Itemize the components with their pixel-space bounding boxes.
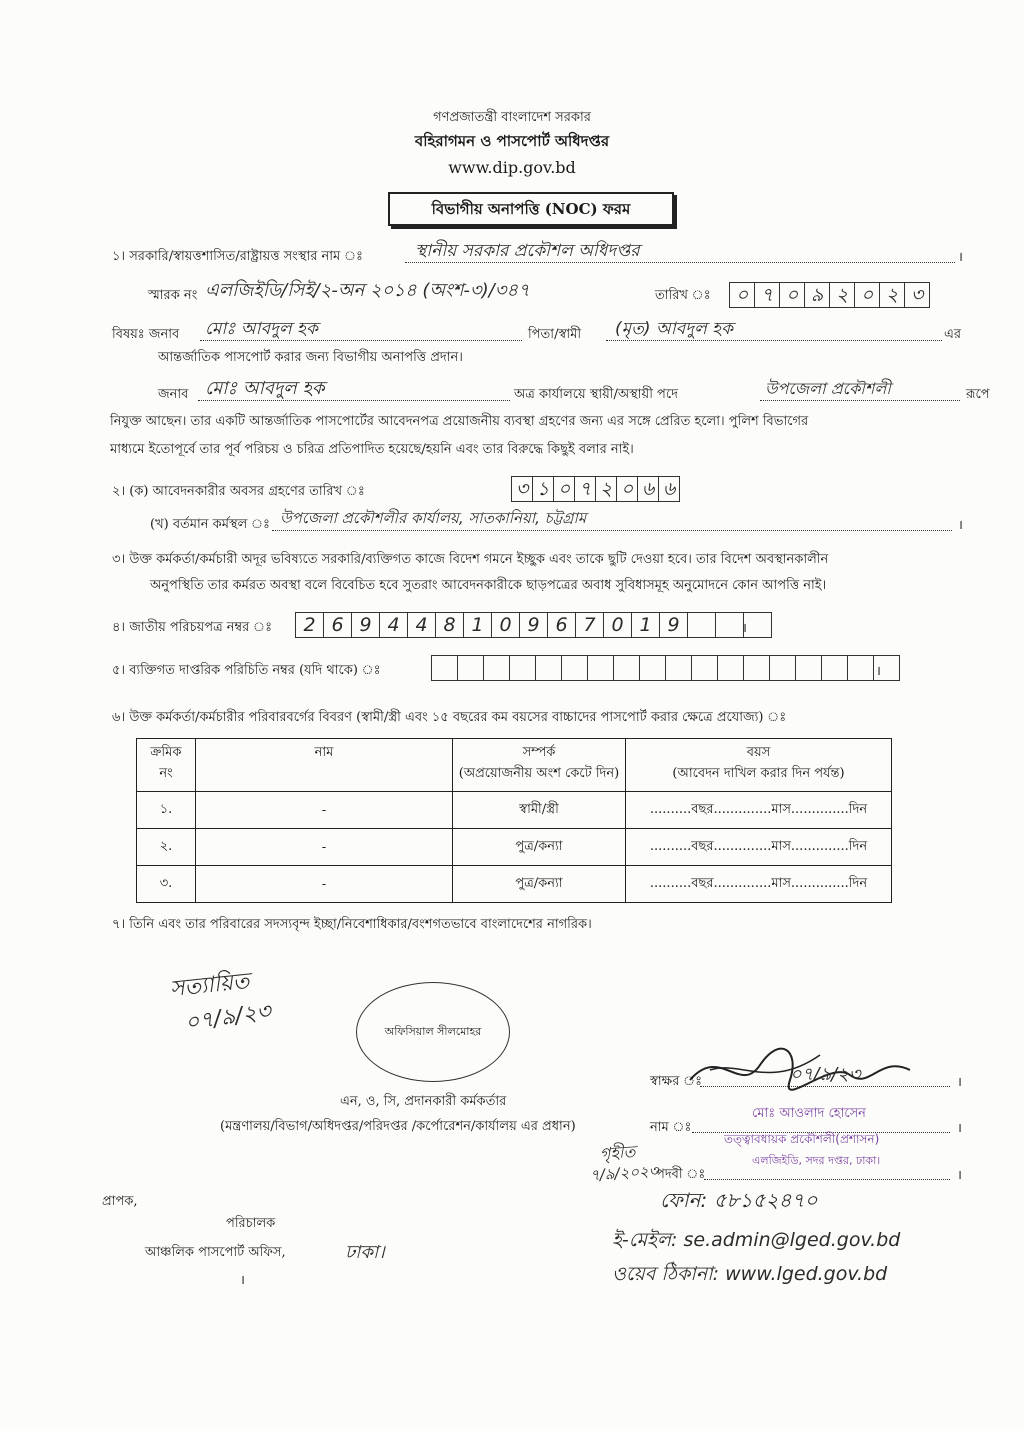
website-text: www.dip.gov.bd (448, 158, 576, 177)
para-line3: মাধ্যমে ইতোপূর্বে তার পূর্ব পরিচয় ও চরিত্র প্রতিপাদিত হয়েছে/হয়নি এবং তার বিরুদ্ধে কিছুই বলার নাই। (110, 442, 634, 457)
item1-end: । (958, 250, 963, 265)
post-end: । (957, 1168, 962, 1183)
stamp-office: এলজিইডি, সদর দপ্তর, ঢাকা। (752, 1154, 881, 1167)
digit-box: 9 (519, 612, 548, 638)
workplace-end: । (958, 518, 963, 533)
col-serial: ক্রমিক নং (137, 739, 196, 792)
date-label: তারিখ ঃ (655, 288, 711, 303)
digit-box: ০ (616, 476, 638, 502)
item7-text: ৭। তিনি এবং তার পরিবারের সদস্যবৃন্দ ইচ্ছা/নিবেশাধিকার/বংশগতভাবে বাংলাদেশের নাগরিক। (112, 917, 592, 932)
digit-box (587, 655, 614, 681)
body-rupe: রূপে (966, 387, 990, 402)
dept-heading: বহিরাগমন ও পাসপোর্ট অধিদপ্তর (414, 132, 610, 150)
form-title: বিভাগীয় অনাপত্তি (NOC) ফরম (388, 192, 674, 226)
er-text: এর (944, 327, 962, 342)
post-dotline (704, 1179, 950, 1180)
digit-box: ৯ (804, 282, 830, 308)
digit-box: ০ (779, 282, 805, 308)
digit-box: 4 (379, 612, 408, 638)
body-name: মোঃ আবদুল হক (205, 378, 325, 399)
digit-box: 8 (435, 612, 464, 638)
digit-box: 1 (631, 612, 660, 638)
digit-box: 9 (659, 612, 688, 638)
digit-box: 2 (295, 612, 324, 638)
officer-line2: (মন্ত্রণালয়/বিভাগ/অধিদপ্তর/পরিদপ্তর /কর্পোরেশন/কার্যালয় এর প্রধান) (220, 1119, 576, 1134)
digit-box: 7 (575, 612, 604, 638)
web-handwritten: ওয়েব ঠিকানা: www.lged.gov.bd (612, 1263, 888, 1285)
col-age: বয়স (আবেদন দাখিল করার দিন পর্যন্ত) (626, 739, 892, 792)
memo-label: স্মারক নং (148, 288, 198, 303)
digit-box (743, 655, 770, 681)
digit-box: ৭ (754, 282, 780, 308)
digit-box: ২ (879, 282, 905, 308)
digit-box: 0 (491, 612, 520, 638)
retire-label: ২। (ক) আবেদনকারীর অবসর গ্রহণের তারিখ ঃ (112, 484, 365, 499)
pid-end: । (876, 664, 881, 679)
digit-box (821, 655, 848, 681)
subject-label: বিষয়ঃ জনাব (112, 327, 180, 342)
digit-box (509, 655, 536, 681)
digit-box: 1 (463, 612, 492, 638)
nid-digit-boxes (296, 612, 772, 638)
digit-box: ৭ (574, 476, 596, 502)
stamp-name: মোঃ আওলাদ হোসেন (752, 1106, 866, 1121)
digit-box (795, 655, 822, 681)
nid-end: । (742, 621, 747, 636)
digit-box (687, 612, 716, 638)
digit-box: 6 (547, 612, 576, 638)
father-label: পিতা/স্বামী (528, 327, 582, 342)
digit-box: ৩ (511, 476, 533, 502)
recipient-city: ঢাকা। (345, 1242, 385, 1263)
digit-box (561, 655, 588, 681)
retire-digit-boxes (512, 476, 680, 502)
table-row: ৩. - পুত্র/কন্যা ..........বছর..............মাস..............দিন (137, 866, 892, 903)
workplace-label: (খ) বর্তমান কর্মস্থল ঃ (150, 517, 270, 532)
family-table (136, 738, 892, 903)
mid-handwritten-note: গৃহীত (599, 1141, 637, 1164)
digit-box: 9 (351, 612, 380, 638)
table-row: ২. - পুত্র/কন্যা ..........বছর..............মাস..............দিন (137, 829, 892, 866)
body-janab: জনাব (158, 387, 189, 402)
name-label: নাম ঃ (650, 1120, 692, 1135)
body-post: উপজেলা প্রকৌশলী (765, 379, 891, 398)
father-name: (মৃত) আবদুল হক (615, 319, 733, 339)
digit-box: ০ (553, 476, 575, 502)
org-name-value: স্থানীয় সরকার প্রকৌশল অধিদপ্তর (415, 241, 640, 261)
digit-box: ৬ (658, 476, 680, 502)
mid-handwritten-date: ৭/৯/২০২৩ (589, 1161, 660, 1185)
para-line2: নিযুক্ত আছেন। তার একটি আন্তর্জাতিক পাসপোর্টের আবেদনপত্র প্রয়োজনীয় ব্যবস্থা গ্রহণের জন্য এর সঙ্গে প্রেরিত হলো। পুলিশ বিভাগের (110, 414, 809, 429)
phone-handwritten: ফোন: ৫৮১৫২৪৭০ (660, 1188, 818, 1212)
digit-box (717, 655, 744, 681)
date-digit-boxes (730, 282, 930, 308)
workplace-value: উপজেলা প্রকৌশলীর কার্যালয়, সাতকানিয়া, চট্টগ্রাম (280, 509, 587, 527)
memo-value: এলজিইডি/সিই/২-অন ২০১৪ (অংশ-৩)/৩৪৭ (205, 280, 530, 301)
digit-box (613, 655, 640, 681)
recipient-office: আঞ্চলিক পাসপোর্ট অফিস, (145, 1245, 286, 1260)
item3-line2: অনুপস্থিতি তার কর্মরত অবস্থা বলে বিবেচিত হবে সুতরাং আবেদনকারীকে ছাড়পত্রের অবাধ সুবিধাসমূহ অনুমোদনে কোন আপত্তি নাই। (150, 578, 827, 593)
table-row: ১. - স্বামী/স্ত্রী ..........বছর..............মাস..............দিন (137, 792, 892, 829)
officer-line1: এন, ও, সি, প্রদানকারী কর্মকর্তার (340, 1094, 507, 1109)
digit-box (691, 655, 718, 681)
sign-end: । (957, 1075, 962, 1090)
body-mid: অত্র কার্যালয়ে স্থায়ী/অস্থায়ী পদে (514, 387, 678, 402)
stamp-title: তত্ত্বাবধায়ক প্রকৌশলী(প্রশাসন) (724, 1132, 880, 1146)
col-relation: সম্পর্ক (অপ্রয়োজনীয় অংশ কেটে দিন) (453, 739, 626, 792)
pid-digit-boxes (432, 655, 900, 681)
digit-box (457, 655, 484, 681)
family-label: ৬। উক্ত কর্মকর্তা/কর্মচারীর পরিবারবর্গের বিবরণ (স্বামী/স্ত্রী এবং ১৫ বছরের কম বয়সের বাচ্চাদের পাসপোর্ট করার ক্ষেত্রে প্রযোজ্য) ঃ (112, 710, 787, 725)
left-handwritten-note: সত্যায়িত (168, 968, 251, 1003)
item1-label: ১। সরকারি/স্বায়ত্তশাসিত/রাষ্ট্রায়ত্ত সংস্থার নাম ঃ (112, 249, 363, 264)
subject-name: মোঃ আবদুল হক (205, 319, 318, 339)
post-label: পদবী ঃ (656, 1167, 706, 1182)
sign-date: ০৭/৯/২৩ (790, 1064, 861, 1085)
official-seal: অফিসিয়াল সীলমোহর (356, 982, 510, 1082)
digit-box (743, 612, 772, 638)
digit-box: ২ (595, 476, 617, 502)
digit-box (535, 655, 562, 681)
govt-heading: গণপ্রজাতন্ত্রী বাংলাদেশ সরকার (433, 110, 591, 125)
recipient-to: প্রাপক, (102, 1194, 138, 1209)
digit-box (665, 655, 692, 681)
digit-box: ০ (854, 282, 880, 308)
name-end: । (957, 1121, 962, 1136)
nid-label: ৪। জাতীয় পরিচয়পত্র নম্বর ঃ (112, 620, 273, 635)
email-handwritten: ই-মেইল: se.admin@lged.gov.bd (612, 1229, 901, 1251)
digit-box (769, 655, 796, 681)
digit-box (431, 655, 458, 681)
digit-box: 4 (407, 612, 436, 638)
digit-box (847, 655, 874, 681)
digit-box: ৬ (637, 476, 659, 502)
digit-box: 0 (603, 612, 632, 638)
digit-box: ২ (829, 282, 855, 308)
digit-box: ৩ (904, 282, 930, 308)
subject-line2: আন্তর্জাতিক পাসপোর্ট করার জন্য বিভাগীয় অনাপত্তি প্রদান। (158, 350, 463, 365)
sign-label: স্বাক্ষর ঃ (650, 1074, 703, 1089)
item3-line1: ৩। উক্ত কর্মকর্তা/কর্মচারী অদূর ভবিষ্যতে সরকারি/ব্যক্তিগত কাজে বিদেশ গমনে ইচ্ছুক এবং তাকে ছুটি দেওয়া হবে। তার বিদেশ অবস্থানকালীন (112, 552, 829, 567)
recipient-title: পরিচালক (226, 1216, 276, 1231)
digit-box (715, 612, 744, 638)
recipient-bar: । (240, 1273, 245, 1288)
digit-box: ১ (532, 476, 554, 502)
digit-box: 6 (323, 612, 352, 638)
digit-box (639, 655, 666, 681)
col-name: নাম (196, 739, 453, 792)
left-handwritten-date: ০৭/৯/২৩ (183, 999, 273, 1036)
digit-box (483, 655, 510, 681)
pid-label: ৫। ব্যক্তিগত দাপ্তরিক পরিচিতি নম্বর (যদি থাকে) ঃ (112, 663, 381, 678)
digit-box: ০ (729, 282, 755, 308)
